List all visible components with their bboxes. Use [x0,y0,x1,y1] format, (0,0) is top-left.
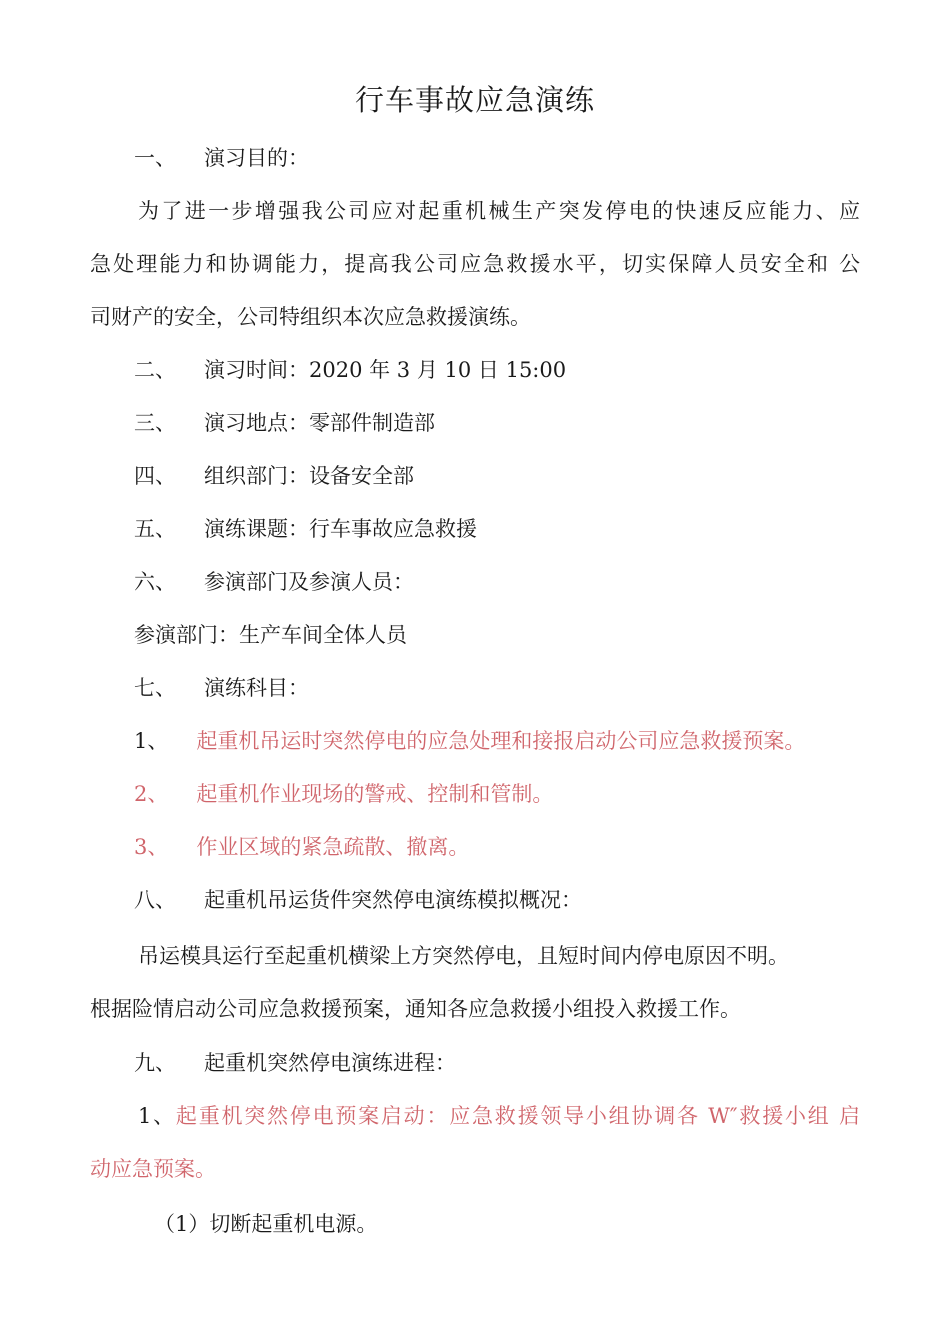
page-title: 行车事故应急演练 [354,83,595,117]
drill-item-1 [134,726,805,756]
section-label: 演习地点： [204,411,309,435]
section-label: 演练科目： [204,676,309,700]
process-step-1 [138,1101,860,1131]
section-label: 参演部门及参演人员： [204,570,414,594]
drill-time-value: 2020 年 3 月 10 日 15:00 [309,358,567,382]
section-label: 演习时间： [204,358,309,382]
drill-item-2 [134,779,553,809]
item-number: 3、 [134,835,169,859]
organizer-value: 设备安全部 [309,464,414,488]
section-number: 三、 [134,411,176,435]
section-number: 二、 [134,358,176,382]
section-number: 六、 [134,570,176,594]
section-9-heading [134,1048,456,1078]
process-substep-1 [154,1209,377,1239]
section-number: 八、 [134,888,176,912]
substep-text: 切断起重机电源。 [209,1212,378,1236]
step-number: 1、 [138,1104,176,1128]
drill-location-value: 零部件制造部 [309,411,435,435]
step-text: 起重机突然停电预案启动：应急救援领导小组协调各 W″救援小组 启 [175,1104,860,1128]
paragraph-line: 吊运模具运行至起重机横梁上方突然停电，且短时间内停电原因不明。 [138,944,789,968]
section-number: 九、 [134,1051,176,1075]
section-label: 起重机吊运货件突然停电演练模拟概况： [204,888,582,912]
section-4-heading [134,461,414,491]
section-2-heading [134,355,566,385]
section-1-heading [134,143,309,173]
item-text: 作业区域的紧急疏散、撤离。 [196,835,470,859]
substep-number: （1） [154,1212,210,1236]
item-number: 1、 [134,729,169,753]
section-5-heading [134,514,477,544]
section-6-heading [134,567,414,597]
paragraph-line: 急处理能力和协调能力，提高我公司应急救援水平，切实保障人员安全和 公 [90,252,860,276]
paragraph-line: 为了进一步增强我公司应对起重机械生产突发停电的快速反应能力、应 [138,199,860,223]
section-7-heading [134,673,309,703]
process-step-1-continued: 动应急预案。 [90,1157,216,1181]
paragraph-line: 根据险情启动公司应急救援预案，通知各应急救援小组投入救援工作。 [90,997,741,1021]
section-number: 一、 [134,146,176,170]
drill-item-3 [134,832,469,862]
section-number: 七、 [134,676,176,700]
section-8-heading [134,885,582,915]
item-number: 2、 [134,782,169,806]
item-text: 起重机作业现场的警戒、控制和管制。 [196,782,554,806]
participants-detail: 参演部门：生产车间全体人员 [134,623,407,647]
section-label: 组织部门： [204,464,309,488]
paragraph-line: 司财产的安全，公司特组织本次应急救援演练。 [90,305,531,329]
section-label: 演习目的： [204,146,309,170]
section-number: 四、 [134,464,176,488]
section-label: 演练课题： [204,517,309,541]
section-number: 五、 [134,517,176,541]
section-3-heading [134,408,435,438]
item-text: 起重机吊运时突然停电的应急处理和接报启动公司应急救援预案。 [196,729,806,753]
drill-topic-value: 行车事故应急救援 [309,517,477,541]
section-label: 起重机突然停电演练进程： [204,1051,456,1075]
